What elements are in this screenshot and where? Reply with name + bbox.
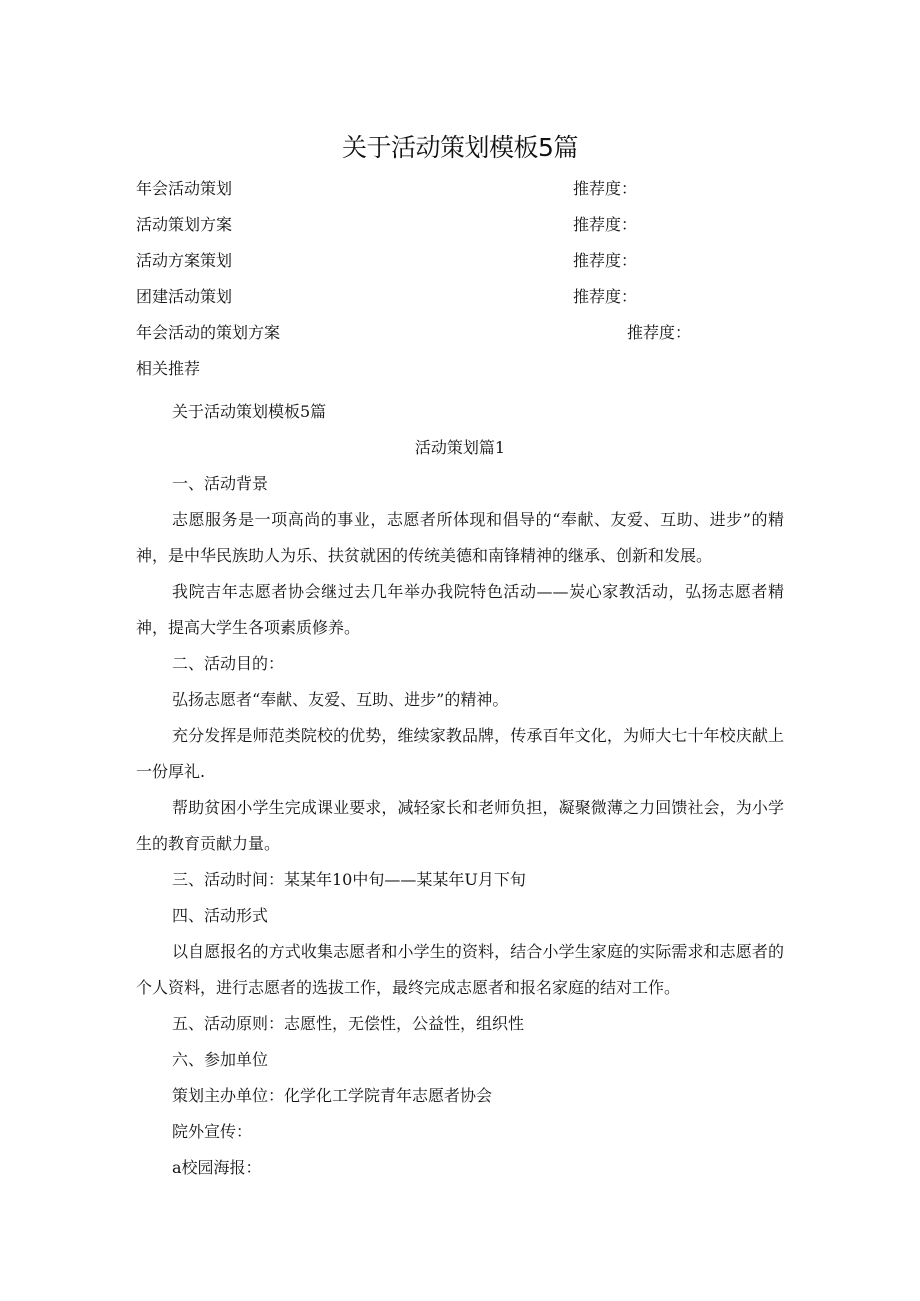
section-heading: 三、活动时间：某某年10中旬——某某年U月下旬 xyxy=(172,870,526,889)
paragraph: 充分发挥是师范类院校的优势，维续家教品牌，传承百年文化，为师大七十年校庆献上一份厚礼. xyxy=(136,726,784,781)
article-body xyxy=(136,394,784,1186)
list-item[interactable]: 年会活动策划 xyxy=(136,179,233,198)
paragraph: 帮助贫困小学生完成课业要求，减轻家长和老师负担，凝聚微薄之力回馈社会，为小学生的教育贡献力量。 xyxy=(136,798,784,853)
page-title: 关于活动策划模板5篇 xyxy=(342,133,578,162)
paragraph: 志愿服务是一项高尚的事业，志愿者所体现和倡导的“奉献、友爱、互助、进步”的精神，是中华民族助人为乐、扶贫就困的传统美德和南锋精神的继承、创新和发展。 xyxy=(136,510,784,565)
rating-label: 推荐度： xyxy=(573,179,638,198)
section-heading: 六、参加单位 xyxy=(172,1050,269,1069)
rating-label: 推荐度： xyxy=(573,287,638,306)
paragraph: 以自愿报名的方式收集志愿者和小学生的资料，结合小学生家庭的实际需求和志愿者的个人资料，进行志愿者的选拔工作，最终完成志愿者和报名家庭的结对工作。 xyxy=(136,942,784,997)
list-item[interactable]: 年会活动的策划方案 xyxy=(136,323,281,342)
rating-label: 推荐度： xyxy=(627,323,692,342)
section-heading: 五、活动原则：志愿性，无偿性，公益性，组织性 xyxy=(172,1014,525,1033)
section-heading: 二、活动目的： xyxy=(172,654,285,673)
related-heading: 相关推荐 xyxy=(136,359,201,378)
rating-label: 推荐度： xyxy=(573,215,638,234)
paragraph: a校园海报： xyxy=(172,1158,262,1177)
paragraph: 我院吉年志愿者协会继过去几年举办我院特色活动——炭心家教活动，弘扬志愿者精神，提高大学生各项素质修养。 xyxy=(136,582,784,637)
paragraph: 策划主办单位：化学化工学院青年志愿者协会 xyxy=(172,1086,493,1105)
section-heading: 四、活动形式 xyxy=(172,906,269,925)
list-item[interactable]: 活动方案策划 xyxy=(136,251,233,270)
paragraph: 弘扬志愿者“奉献、友爱、互助、进步”的精神。 xyxy=(172,690,509,709)
paragraph: 院外宣传： xyxy=(172,1122,253,1141)
list-item[interactable]: 活动策划方案 xyxy=(136,215,233,234)
chapter-heading: 活动策划篇1 xyxy=(414,438,506,457)
rating-label: 推荐度： xyxy=(573,251,638,270)
list-item[interactable]: 团建活动策划 xyxy=(136,287,233,306)
article-subtitle: 关于活动策划模板5篇 xyxy=(172,402,327,421)
section-heading: 一、活动背景 xyxy=(172,474,269,493)
